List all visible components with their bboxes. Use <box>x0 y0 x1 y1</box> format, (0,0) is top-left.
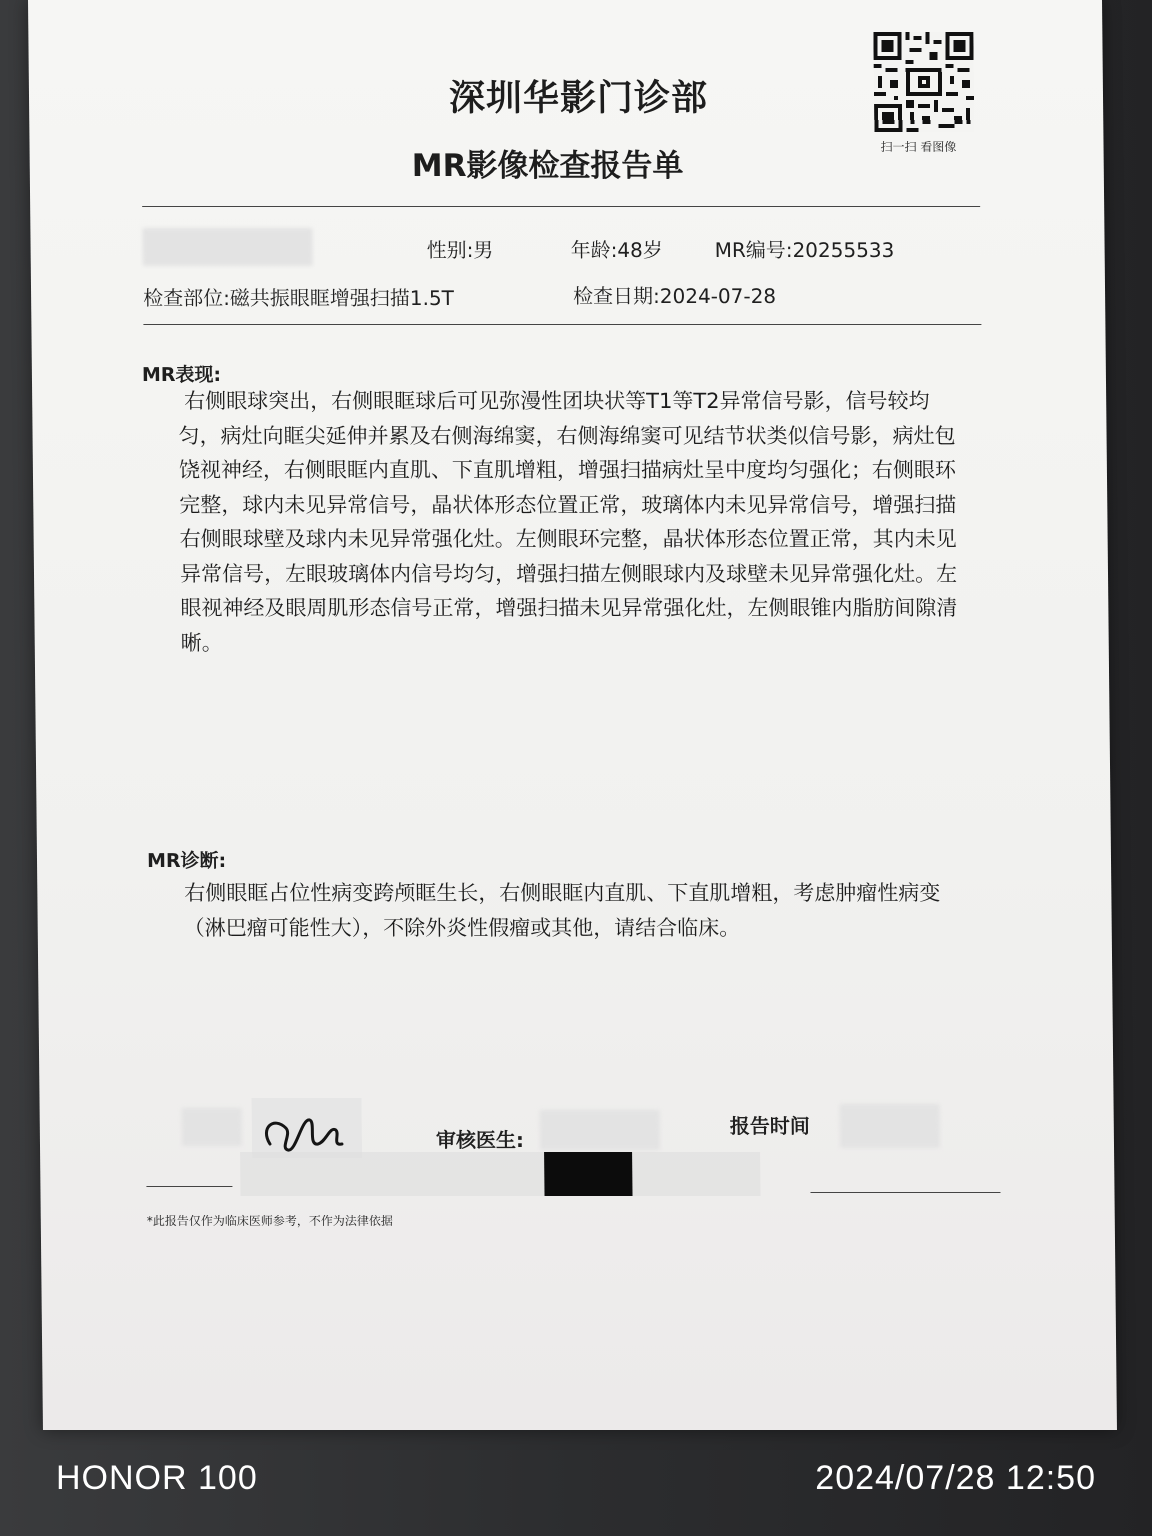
redacted-reviewer-name <box>540 1110 660 1150</box>
divider-top <box>142 206 980 207</box>
signature-line-left <box>146 1186 232 1187</box>
diagnosis-label: MR诊断: <box>146 850 227 872</box>
qr-caption: 扫一扫 看图像 <box>880 140 957 154</box>
mr-number-field: MR编号:20255533 <box>714 238 895 262</box>
report-time-label: 报告时间 <box>729 1114 810 1138</box>
camera-timestamp-watermark: 2024/07/28 12:50 <box>815 1459 1096 1497</box>
exam-part-field: 检查部位:磁共振眼眶增强扫描1.5T <box>142 286 455 310</box>
diagnosis-text: 右侧眼眶占位性病变跨颅眶生长，右侧眼眶内直肌、下直肌增粗，考虑肿瘤性病变（淋巴瘤可能性大），不除外炎性假瘤或其他，请结合临床。 <box>183 881 941 940</box>
redacted-report-time <box>840 1104 940 1148</box>
signature-line-right <box>810 1192 1000 1193</box>
report-title: MR影像检查报告单 <box>411 148 684 184</box>
hospital-name: 深圳华影门诊部 <box>448 78 709 119</box>
age-field: 年龄:48岁 <box>570 238 663 262</box>
gender-field: 性别:男 <box>426 238 494 262</box>
signature-mark <box>251 1098 362 1158</box>
camera-brand-watermark: HONOR 100 <box>56 1459 258 1497</box>
disclaimer-footnote: *此报告仅作为临床医师参考，不作为法律依据 <box>146 1214 393 1228</box>
divider-middle <box>143 324 981 325</box>
exam-date-field: 检查日期:2024-07-28 <box>572 284 777 308</box>
redaction-strip <box>240 1152 760 1196</box>
qr-code-icon <box>873 32 974 132</box>
reviewer-label: 审核医生: <box>435 1128 525 1152</box>
redacted-reporter-label <box>182 1108 242 1146</box>
redacted-name <box>142 228 312 266</box>
findings-text: 右侧眼球突出，右侧眼眶球后可见弥漫性团块状等T1等T2异常信号影，信号较均匀，病灶向眶尖延伸并累及右侧海绵窦，右侧海绵窦可见结节状类似信号影，病灶包饶视神经，右侧眼眶内直肌、下直肌增粗，增强扫描病灶呈中度均匀强化；右侧眼环完整，球内未见异常信号，晶状体形态位置正常，玻璃体内未见异常信号，增强扫描右侧眼球壁及球内未见异常强化灶。左侧眼环完整，晶状体形态位置正常，其内未见异常信号，左眼玻璃体内信号均匀，增强扫描左侧眼球内及球壁未见异常强化灶。左眼视神经及眼周肌形态信号正常，增强扫描未见异常强化灶，左侧眼锥内脂肪间隙清晰。 <box>178 389 958 655</box>
findings-label: MR表现: <box>141 364 222 386</box>
redaction-block <box>544 1152 632 1196</box>
report-paper <box>28 0 1117 1430</box>
